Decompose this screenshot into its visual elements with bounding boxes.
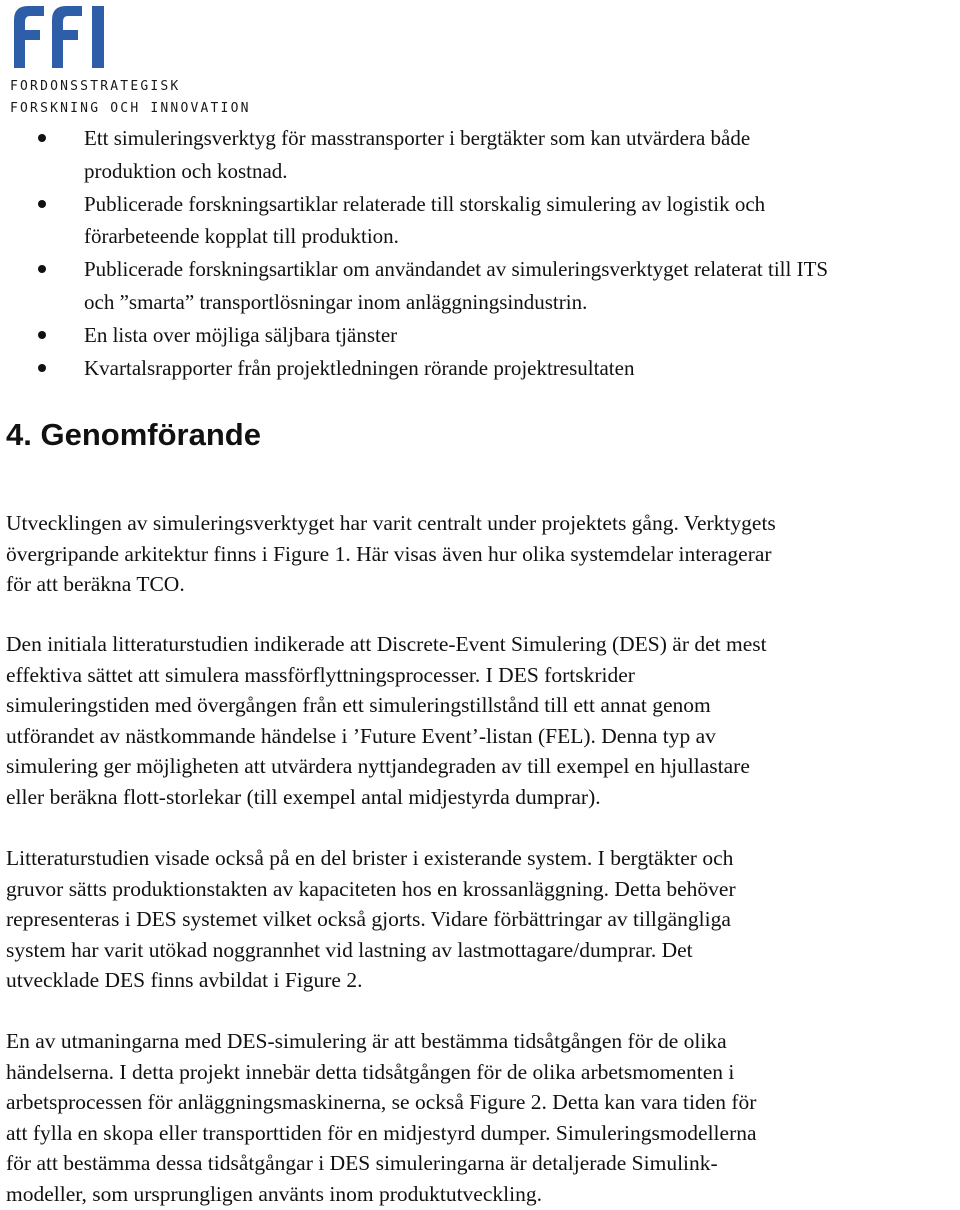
paragraph: Litteraturstudien visade också på en del brister i existerande system. I bergtäkter och gruvor sätts produktionstakten av kapaciteten hos en krossanläggning. Detta behöver representeras i DES systemet vilket också gjorts. Vidare förbättringar av tillgängliga system har varit utökad noggrannhet vid lastning av lastmottagare/dumprar. Det utvecklade DES finns avbildat i Figure 2. [6,846,736,992]
bullet-icon [38,134,46,142]
deliverables-list [0,122,940,384]
logo-subtitle-line1: FORDONSSTRATEGISK [10,79,181,94]
list-item: Publicerade forskningsartiklar relaterade till storskalig simulering av logistik och förarbeteende kopplat till produktion. [0,188,940,254]
paragraph: Den initiala litteraturstudien indikerade att Discrete-Event Simulering (DES) är det mest effektiva sättet att simulera massförflyttningsprocesser. I DES fortskrider simuleringstiden med övergången från ett simuleringstillstånd till ett annat genom utförandet av nästkommande händelse i ’Future Event’-listan (FEL). Denna typ av simulering ger möjligheten att utvärdera nyttjandegraden av till exempel en hjullastare eller beräkna flott-storlekar (till exempel antal midjestyrda dumprar). [6,632,767,809]
section-heading: 4. Genomförande [6,417,261,452]
list-item: Ett simuleringsverktyg för masstransporter i bergtäkter som kan utvärdera både produktion och kostnad. [0,122,940,188]
list-item: En lista over möjliga säljbara tjänster [0,319,940,352]
paragraph: En av utmaningarna med DES-simulering är att bestämma tidsåtgången för de olika händelserna. I detta projekt innebär detta tidsåtgången för de olika arbetsmomenten i arbetsprocessen för anläggningsmaskinerna, se också Figure 2. Detta kan vara tiden för att fylla en skopa eller transporttiden för en midjestyrd dumper. Simuleringsmodellerna för att bestämma dessa tidsåtgångar i DES simuleringarna är detaljerade Simulink- modeller, som ursprungligen använts inom produktutveckling. [6,1029,757,1206]
list-item: Publicerade forskningsartiklar om användandet av simuleringsverktyget relaterat till ITS och ”smarta” transportlösningar inom anläggningsindustrin. [0,253,940,319]
bullet-icon [38,331,46,339]
paragraph: Utvecklingen av simuleringsverktyget har varit centralt under projektets gång. Verktygets övergripande arkitektur finns i Figure 1. Här visas även hur olika systemdelar interagerar för att beräkna TCO. [6,511,776,596]
bullet-icon [38,265,46,273]
list-item: Kvartalsrapporter från projektledningen rörande projektresultaten [0,352,940,385]
ffi-logo [6,0,251,125]
bullet-icon [38,200,46,208]
logo-subtitle-line2: FORSKNING OCH INNOVATION [10,101,251,116]
bullet-icon [38,364,46,372]
ffi-logo-mark [6,0,116,72]
